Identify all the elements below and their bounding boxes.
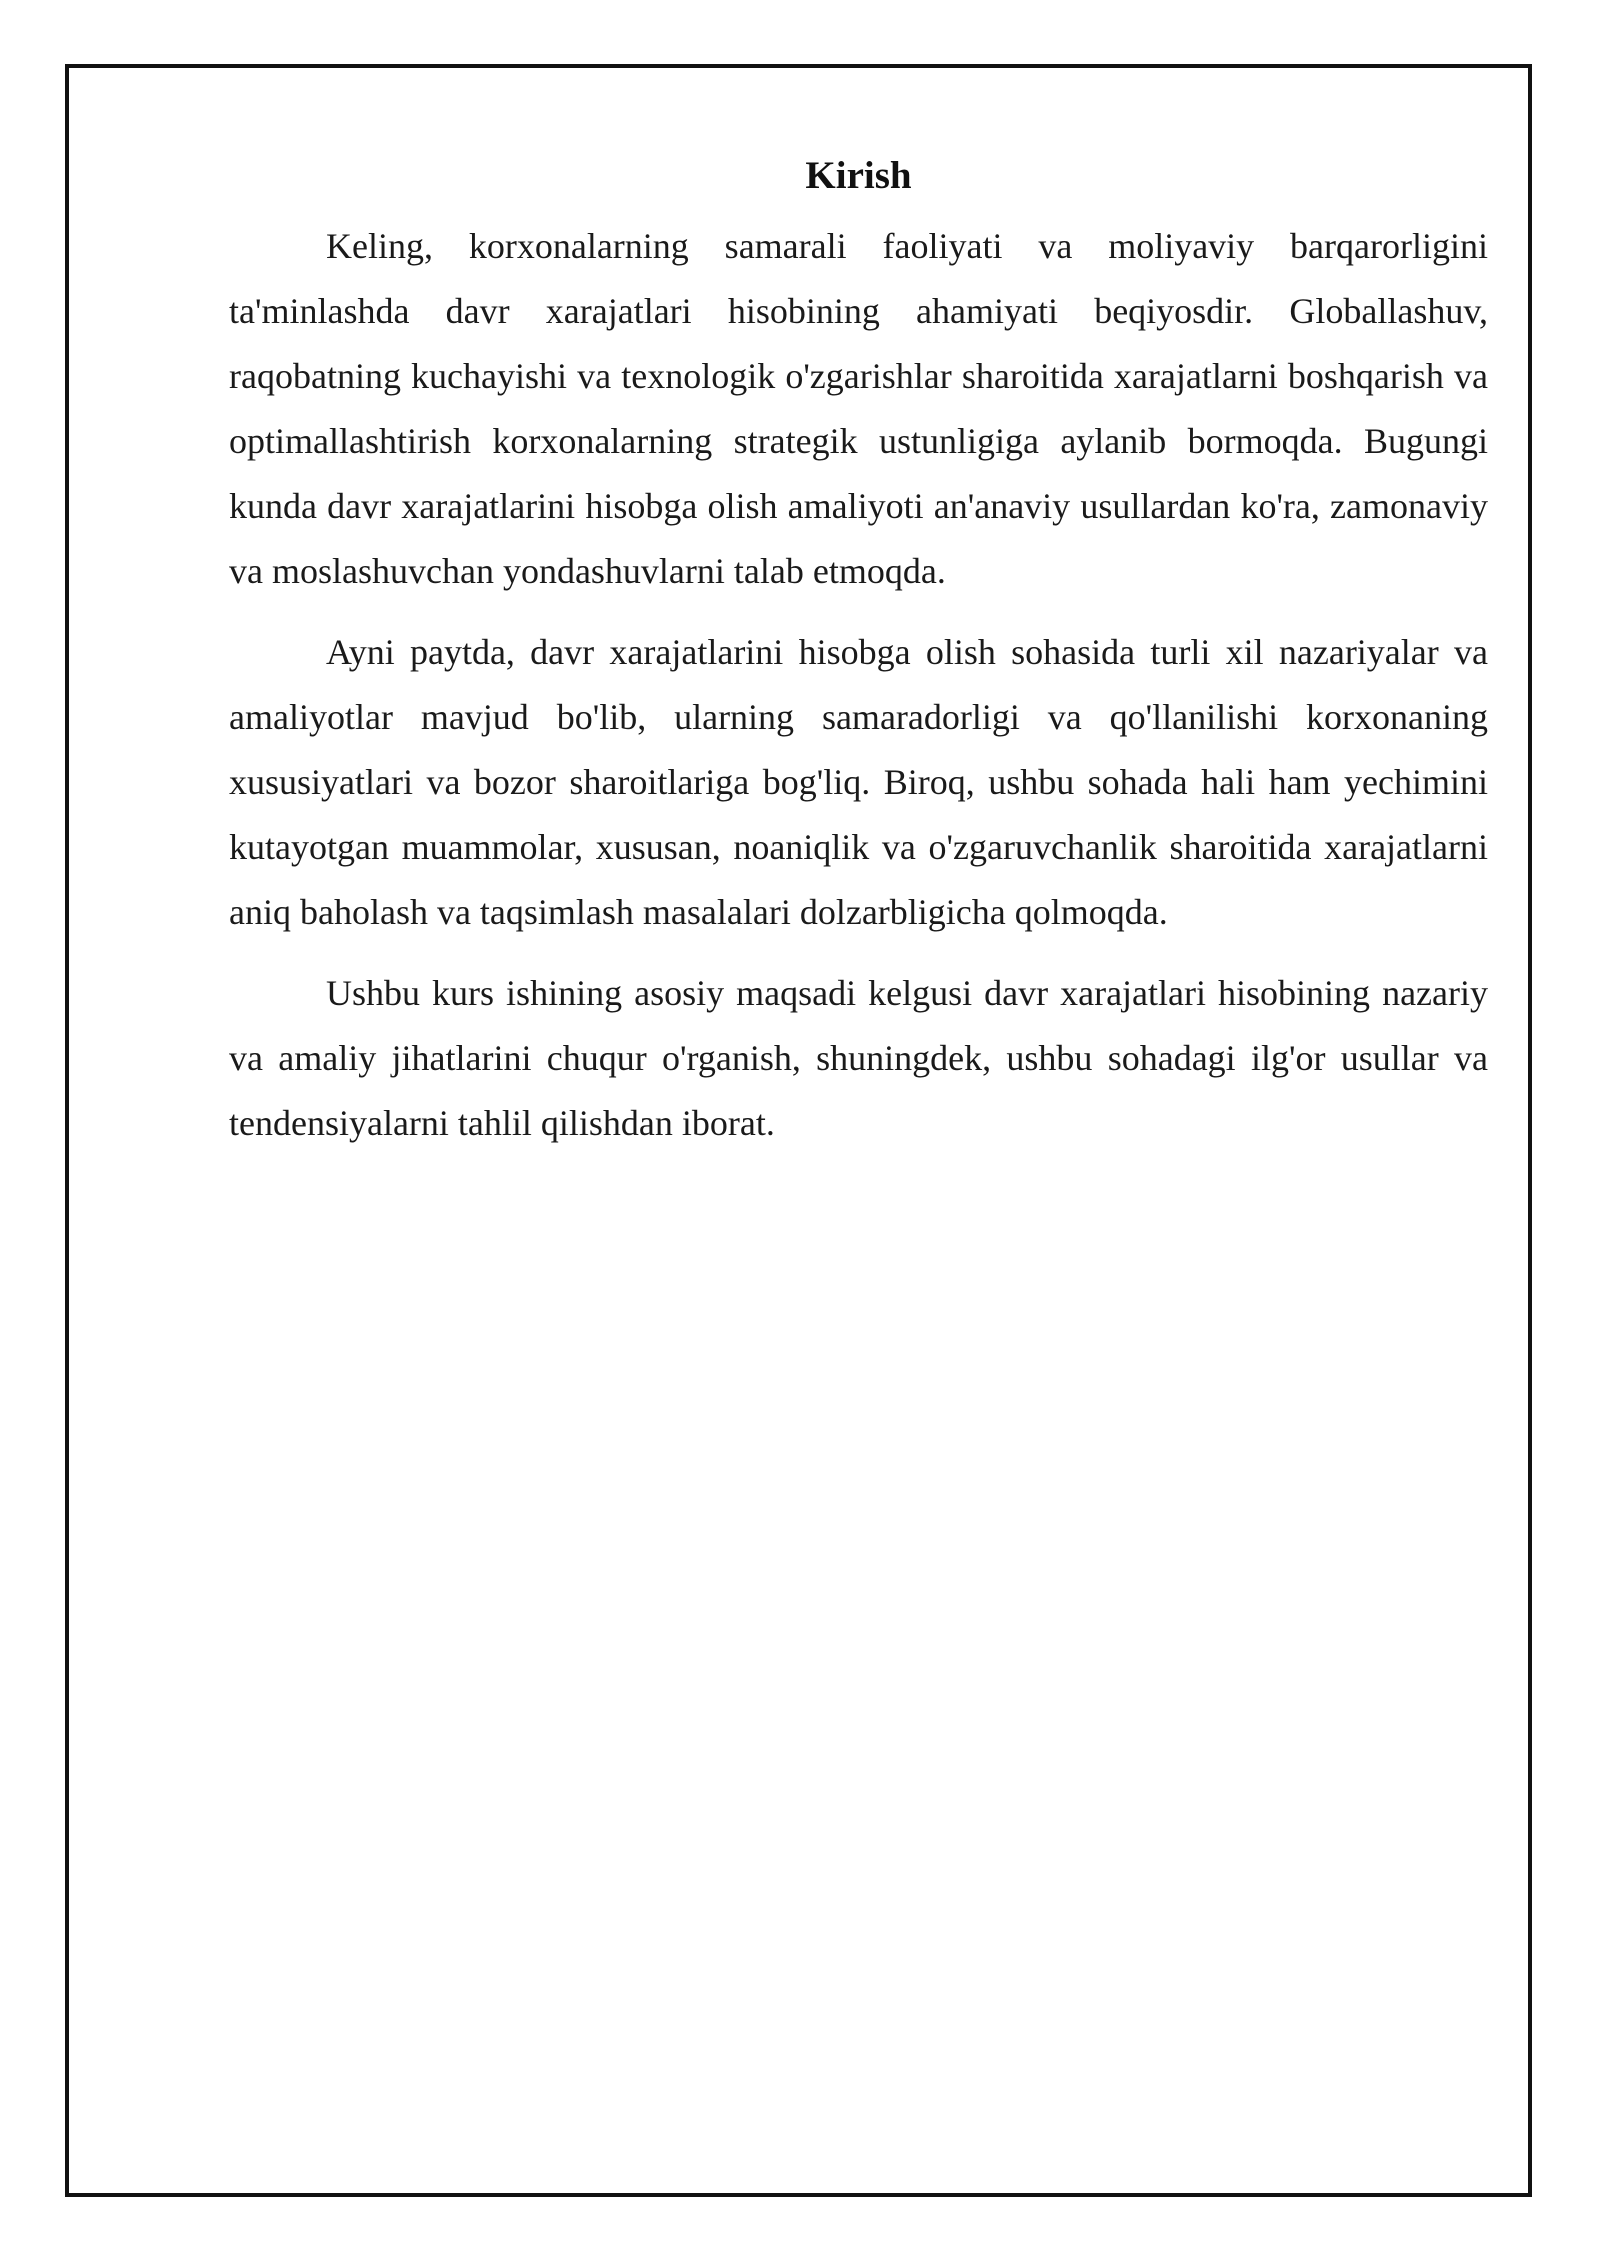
paragraph-current-state: Ayni paytda, davr xarajatlarini hisobga olish sohasida turli xil nazariyalar va amaliyotlar mavjud bo'lib, ularning samaradorligi va qo'llanilishi korxonaning xususiyatlari va bozor sharoitlariga bog'liq. Biroq, ushbu sohada hali ham yechimini kutayotgan muammolar, xususan, noaniqlik va o'zgaruvchanlik sharoitida xarajatlarni aniq baholash va taqsimlash masalalari dolzarbligicha qolmoqda.: [229, 632, 1488, 932]
paragraph-intro: Keling, korxonalarning samarali faoliyati va moliyaviy barqarorligini ta'minlashda davr xarajatlari hisobining ahamiyati beqiyosdir. Globallashuv, raqobatning kuchayishi va texnologik o'zgarishlar sharoitida xarajatlarni boshqarish va optimallashtirish korxonalarning strategik ustunligiga aylanib bormoqda. Bugungi kunda davr xarajatlarini hisobga olish amaliyoti an'anaviy usullardan ko'ra, zamonaviy va moslashuvchan yondashuvlarni talab etmoqda.: [229, 226, 1488, 591]
paragraph-goal: Ushbu kurs ishining asosiy maqsadi kelgusi davr xarajatlari hisobining nazariy va amaliy jihatlarini chuqur o'rganish, shuningdek, ushbu sohadagi ilg'or usullar va tendensiyalarni tahlil qilishdan iborat.: [229, 973, 1488, 1143]
section-title: Kirish: [805, 154, 912, 197]
document-body: [229, 146, 1488, 1172]
